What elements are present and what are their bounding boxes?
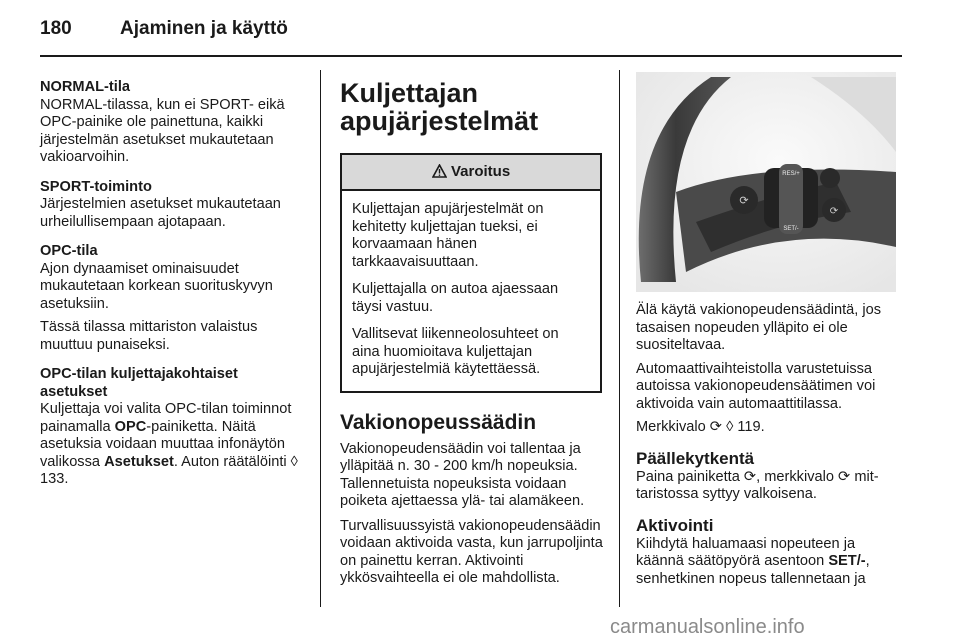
opc-custom-heading: OPC-tilan kuljettajakohtaiset asetukset — [40, 366, 238, 400]
opc-mode-section — [40, 243, 306, 313]
opc-button-label: OPC — [114, 418, 147, 435]
opc-custom-section — [40, 366, 306, 489]
opc-mode-text-2: Tässä tilassa mittariston valaistus muuttuu punaiseksi. — [40, 319, 258, 353]
page-header — [40, 18, 902, 48]
switch-on-title: Päällekytkentä — [636, 448, 755, 468]
res-label: RES/+ — [782, 171, 800, 177]
column-divider-1 — [320, 70, 321, 607]
activation-text-2: , senhetkinen nopeus tallennetaan ja — [636, 553, 870, 587]
warning-triangle-icon — [432, 164, 447, 178]
col3-text-3: Merkkivalo ⟳ ◊ 119. — [636, 419, 765, 435]
set-button-label: SET/- — [828, 553, 866, 569]
sport-mode-text: Järjestelmien asetukset mukautetaan urheilullisempaan ajotapaan. — [40, 196, 281, 230]
warning-body — [342, 191, 600, 391]
page-number: 180 — [40, 18, 72, 39]
activation-text-1: Kiihdytä haluamaasi nopeuteen ja käännä säätöpyörä asentoon — [636, 535, 856, 569]
sport-mode-heading: SPORT-toiminto — [40, 178, 152, 195]
warning-text-3: Vallitsevat liikenneolosuhteet on aina huomioitava kuljettajan apujärjestelmiä käytettäessä. — [352, 326, 559, 377]
activation-title: Aktivointi — [636, 515, 714, 535]
settings-menu-label: Asetukset — [104, 453, 174, 470]
svg-text:⟳: ⟳ — [739, 194, 749, 207]
column-2 — [340, 79, 606, 600]
warning-text-2: Kuljettajalla on autoa ajaessaan täysi vastuu. — [352, 281, 559, 315]
warning-header — [342, 155, 600, 191]
opc-custom-text-2: -painiketta. Näitä asetuksia voidaan muuttaa infonäytön valikossa — [40, 418, 286, 470]
col3-text-1: Älä käytä vakionopeudensäädintä, jos tasaisen nopeuden ylläpito ei ole suositeltavaa. — [636, 302, 882, 353]
opc-mode-text: Ajon dynaamiset ominaisuudet mukautetaan korkean suorituskyvyn asetuksiin. — [40, 260, 273, 312]
opc-custom-text-1: Kuljettaja voi valita OPC-tilan toiminnot painamalla — [40, 401, 292, 435]
warning-label: Varoitus — [450, 163, 511, 180]
header-rule — [40, 55, 902, 57]
warning-text-1: Kuljettajan apujärjestelmät on kehitetty kuljettajan tueksi, ei korvaamaan hänen tarkkaavaisuuttaan. — [352, 201, 544, 270]
cruise-control-title: Vakionopeussäädin — [340, 410, 537, 434]
set-label: SET/- — [783, 226, 799, 232]
activation-text — [636, 536, 904, 589]
column-1 — [40, 79, 306, 501]
normal-mode-section — [40, 79, 306, 167]
cruise-control-text-1: Vakionopeudensäädin voi tallentaa ja ylläpitää n. 30 - 200 km/h nopeuksia. Tallennetuista nopeuksista voidaan poiketa ajettaessa ylä- tai alamäkeen. — [340, 440, 585, 509]
cruise-control-text-2: Turvallisuussyistä vakionopeudensäädin voidaan aktivoida vasta, kun jarrupoljinta on painettu kerran. Aktivointi ykkösvaihteella ei ole mahdollista. — [340, 517, 603, 586]
driver-assist-title: Kuljettajan apujärjestelmät — [340, 78, 539, 136]
sport-mode-section — [40, 179, 306, 232]
normal-mode-heading: NORMAL-tila — [40, 79, 130, 95]
column-3 — [636, 72, 904, 600]
column-divider-2 — [619, 70, 620, 607]
warning-box — [340, 153, 602, 393]
switch-on-text: Paina painiketta ⟳, merkkivalo ⟳ mittaristossa syttyy valkoisena. — [636, 468, 879, 502]
opc-custom-text-3: . Auton räätälöinti ◊ 133. — [40, 453, 298, 487]
svg-text:⟳: ⟳ — [829, 206, 839, 217]
watermark: carmanualsonline.info — [610, 616, 805, 638]
opc-mode-heading: OPC-tila — [40, 243, 98, 259]
steering-wheel-illustration — [636, 72, 896, 292]
page-title: Ajaminen ja käyttö — [120, 18, 288, 39]
col3-text-2: Automaattivaihteistolla varustetuissa autoissa vakionopeudensäätimen voi aktivoida vain automaattitilassa. — [636, 360, 876, 412]
normal-mode-text: NORMAL-tilassa, kun ei SPORT- eikä OPC-painike ole painettuna, kaikki järjestelmän asetukset mukautetaan vakioarvoihin. — [40, 96, 285, 165]
